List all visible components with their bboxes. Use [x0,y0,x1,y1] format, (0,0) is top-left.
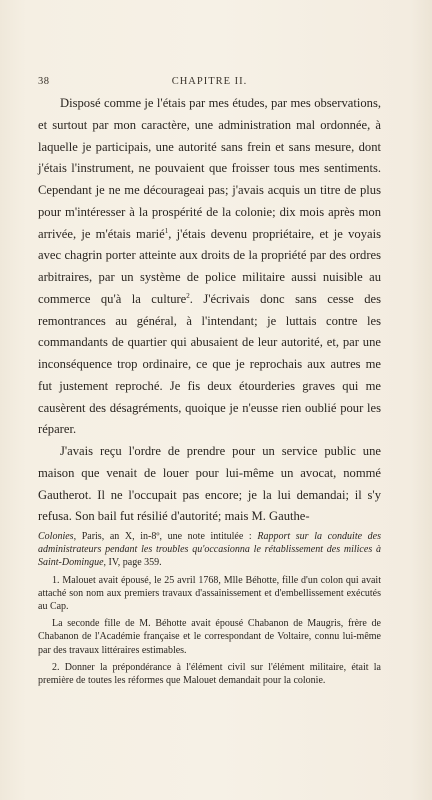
paragraph-1-part-b: , j'étais devenu propriétaire, et je voyais avec chagrin porter atteinte aux droits de la propriété par des ordres arbitraires, par un système de police militaire aussi nuisible au commerce qu'à la culture [38,226,381,306]
footnote-continuation [38,530,381,570]
paragraph-1 [38,93,381,441]
footnote-continuation-text-2: , IV, page 359. [103,557,162,569]
footnote-ref-2: 2 [186,291,190,300]
page-number: 38 [38,76,50,87]
footnote-continuation-italic-2: Rapport sur la conduite des administrateurs pendant les troubles qu'occasionna le rétablissement des milices à Saint-Domingue [38,531,382,569]
paragraph-1-part-c: . J'écrivais donc sans cesse des remontrances au général, à l'intendant; je luttais contre les commandants de quartier qui abusaient de leur autorité, et, par une inconséquence trop ordinaire, ce que je reprochais aux autres me fut justement reproché. Je fis deux étourderies graves qui me causèrent des désagréments, quoique je n'eusse rien oublié pour les réparer. [38,291,381,437]
footnotes [38,530,381,687]
paragraph-2: J'avais reçu l'ordre de prendre pour un service public une maison que venait de louer pour lui-même un avocat, nommé Gautherot. Il ne l'occupait pas encore; je la lui demandai; il s'y refusa. Son bail fut résilié d'autorité; mais M. Gauthe- [38,444,381,524]
footnote-2: 2. Donner la prépondérance à l'élément civil sur l'élément militaire, était la première de toutes les réformes que Malouet demandait pour la colonie. [38,661,381,687]
footnote-continuation-text-1: , Paris, an X, in-8º, une note intitulée : [73,531,258,542]
paragraph-1-part-a: Disposé comme je l'étais par mes études, par mes observations, et surtout par mon caractère, une administration mal ordonnée, à laquelle je participais, une autorité sans frein et sans mesure, dont j'étais l'instrument, ne pouvaient que froisser tous mes sentiments. Cependant je ne me décourageai pas; j'avais acquis un titre de plus pour m'intéresser à la prospérité de la colonie; dix mois après mon arrivée, je m'étais marié [38,96,381,241]
footnote-1-continued: La seconde fille de M. Béhotte avait épousé Chabanon de Maugris, frère de Chabanon de l'Académie française et le correspondant de Voltaire, connu lui-même par des travaux littéraires estimables. [38,618,381,656]
main-text [38,93,381,528]
footnote-ref-1: 1 [164,226,169,235]
footnote-continuation-italic-1: Colonies [38,531,74,542]
running-head [38,76,381,90]
footnote-1: 1. Malouet avait épousé, le 25 avril 1768, Mlle Béhotte, fille d'un colon qui avait attaché son nom aux premiers travaux d'assainissement et d'embellissement exécutés au Cap. [38,574,381,613]
chapter-title: CHAPITRE II. [171,76,248,87]
